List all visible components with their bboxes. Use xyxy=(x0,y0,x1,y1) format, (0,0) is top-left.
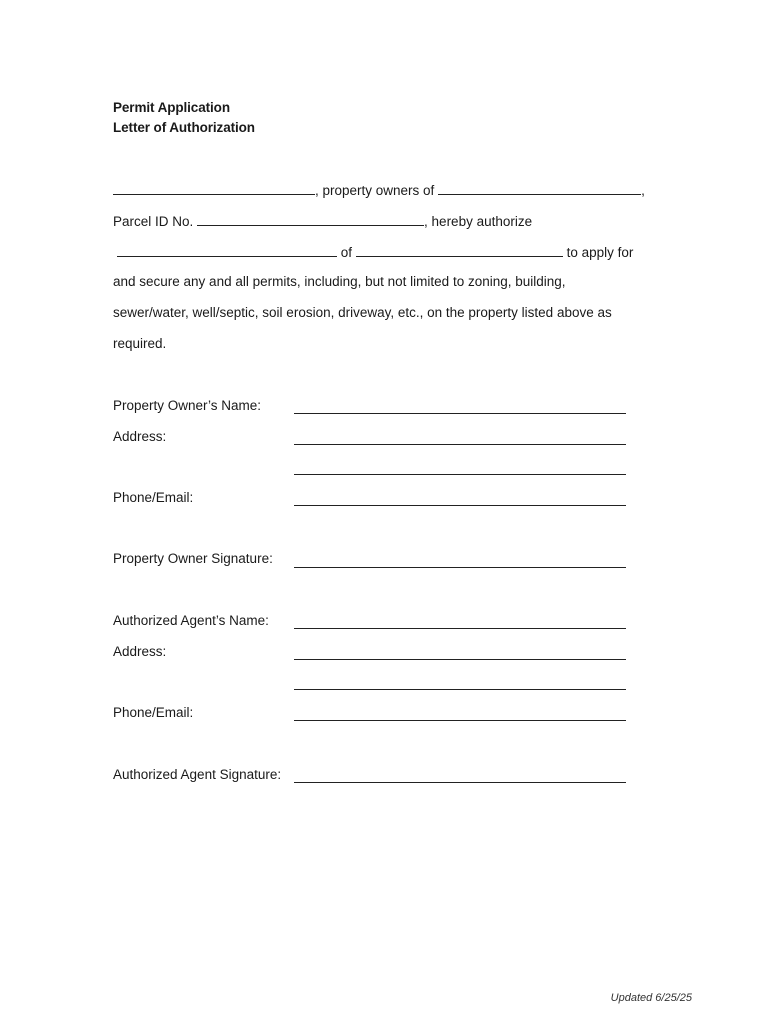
owner-name-label: Property Owner’s Name: xyxy=(113,398,262,413)
owner-phone-label: Phone/Email: xyxy=(113,490,194,505)
agent-address-field-1[interactable] xyxy=(294,658,626,660)
body-paragraph-line3: required. xyxy=(113,336,167,351)
owners-line xyxy=(113,180,645,202)
agent-address-field-2[interactable] xyxy=(294,688,626,690)
owners-line-end: , xyxy=(641,183,645,198)
agent-of-blank[interactable] xyxy=(356,242,563,257)
agent-phone-field[interactable] xyxy=(294,719,626,721)
document-title: Permit Application xyxy=(113,100,230,115)
parcel-line-suffix: , hereby authorize xyxy=(424,214,533,229)
owners-blank[interactable] xyxy=(113,180,315,195)
agent-phone-label: Phone/Email: xyxy=(113,705,194,720)
owner-address-label: Address: xyxy=(113,429,167,444)
property-address-blank[interactable] xyxy=(438,180,641,195)
owner-signature-field[interactable] xyxy=(294,566,626,568)
owner-phone-field[interactable] xyxy=(294,504,626,506)
body-paragraph-line1: and secure any and all permits, including, but not limited to zoning, building, xyxy=(113,274,566,289)
body-paragraph-line2: sewer/water, well/septic, soil erosion, driveway, etc., on the property listed above as xyxy=(113,305,612,320)
document-subtitle: Letter of Authorization xyxy=(113,120,255,135)
agent-signature-label: Authorized Agent Signature: xyxy=(113,767,282,782)
owners-line-text: , property owners of xyxy=(315,183,435,198)
agent-signature-field[interactable] xyxy=(294,781,626,783)
parcel-label: Parcel ID No. xyxy=(113,214,194,229)
owner-signature-label: Property Owner Signature: xyxy=(113,551,273,566)
agent-line xyxy=(113,242,633,264)
agent-address-label: Address: xyxy=(113,644,167,659)
agent-name-field[interactable] xyxy=(294,627,626,629)
agent-line-suffix: to apply for xyxy=(566,245,634,260)
agent-line-of: of xyxy=(340,245,353,260)
parcel-id-blank[interactable] xyxy=(197,211,424,226)
parcel-line xyxy=(113,211,532,233)
updated-date: Updated 6/25/25 xyxy=(610,992,692,1004)
owner-name-field[interactable] xyxy=(294,412,626,414)
owner-address-field-1[interactable] xyxy=(294,443,626,445)
agent-name-blank[interactable] xyxy=(117,242,337,257)
agent-name-label: Authorized Agent’s Name: xyxy=(113,613,269,628)
owner-address-field-2[interactable] xyxy=(294,473,626,475)
